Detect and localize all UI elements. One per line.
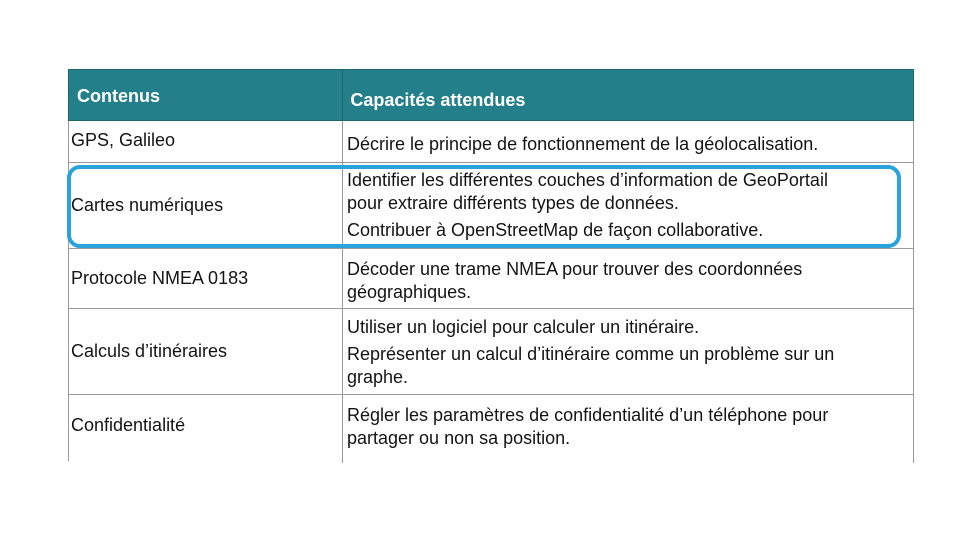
capacity-line: Régler les paramètres de confidentialité d’un téléphone pour: [347, 405, 829, 425]
row-content: Confidentialité: [68, 395, 343, 455]
continuation-cell: [68, 455, 343, 463]
capacity-line: Décoder une trame NMEA pour trouver des coordonnées: [347, 259, 803, 279]
row-capacities: [343, 395, 914, 455]
table-row: [68, 395, 914, 455]
row-content: Cartes numériques: [68, 163, 343, 248]
table-continuation: [68, 455, 914, 463]
table-left-border: [68, 121, 69, 461]
capacity-line: partager ou non sa position.: [347, 428, 571, 448]
table-row: [68, 163, 914, 249]
capacity-paragraph: [347, 316, 913, 339]
table-header: [68, 69, 914, 121]
header-capacities: Capacités attendues: [350, 90, 526, 110]
row-content: Calculs d’itinéraires: [68, 309, 343, 394]
row-capacities: [343, 163, 914, 248]
header-contents: Contenus: [69, 70, 343, 120]
capacity-line: géographiques.: [347, 282, 472, 302]
capacity-paragraph: [347, 169, 913, 215]
capacity-line: graphe.: [347, 367, 409, 387]
table-row: [68, 249, 914, 309]
row-capacities: [343, 249, 914, 308]
table-row: [68, 309, 914, 395]
capacity-line: Représenter un calcul d’itinéraire comme un problème sur un: [347, 344, 835, 364]
curriculum-table: [68, 69, 914, 463]
row-content: GPS, Galileo: [68, 121, 343, 162]
capacity-line: pour extraire différents types de données.: [347, 193, 679, 213]
row-content: Protocole NMEA 0183: [68, 249, 343, 308]
capacity-line: Contribuer à OpenStreetMap de façon collaborative.: [347, 220, 764, 240]
row-capacities: [343, 309, 914, 394]
table-row: [68, 121, 914, 163]
capacity-paragraph: [347, 219, 913, 242]
row-capacities: [343, 121, 914, 162]
capacity-paragraph: [347, 404, 913, 450]
capacity-line: Décrire le principe de fonctionnement de la géolocalisation.: [347, 134, 819, 154]
capacity-line: Utiliser un logiciel pour calculer un itinéraire.: [347, 317, 700, 337]
capacity-line: Identifier les différentes couches d’information de GeoPortail: [347, 170, 828, 190]
capacity-paragraph: [347, 258, 913, 304]
continuation-cell: [343, 455, 914, 463]
capacity-paragraph: [347, 133, 913, 156]
capacity-paragraph: [347, 343, 913, 389]
